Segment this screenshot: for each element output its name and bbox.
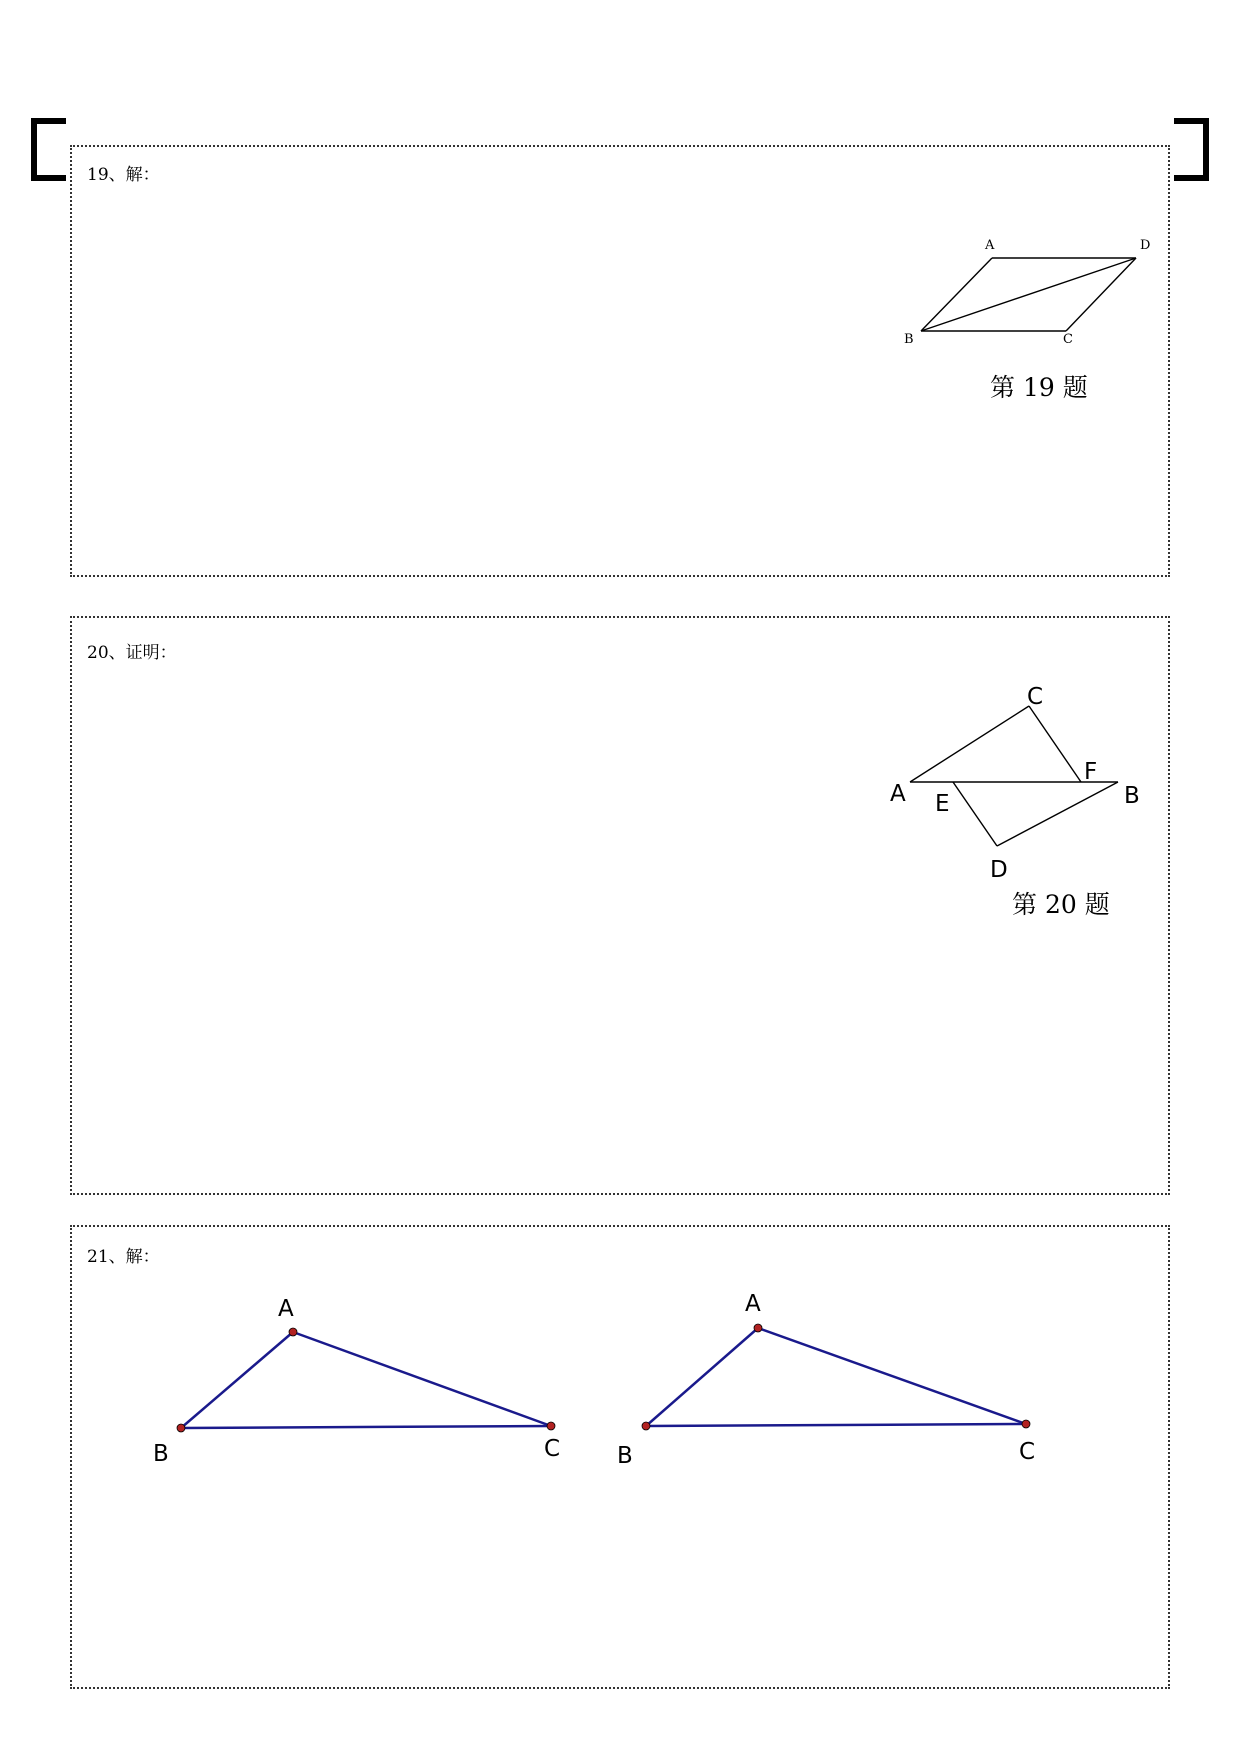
q20-segment-cf: [1029, 706, 1081, 782]
q21-fig2-side-ab: [646, 1328, 758, 1426]
q21-fig2-point-c: C: [1019, 1439, 1036, 1465]
q21-fig1-side-ab: [181, 1332, 293, 1428]
q21-triangle-figure-2: [605, 1275, 1045, 1469]
q20-segment-de: [953, 782, 997, 846]
q21-triangle-figure-1: [140, 1280, 580, 1470]
q21-fig2-side-bc: [646, 1424, 1026, 1426]
q21-fig1-point-b: B: [153, 1441, 169, 1467]
q21-fig2-vertex-c: [1022, 1420, 1030, 1428]
q19-point-d: D: [1140, 238, 1151, 253]
q21-fig1-vertex-c: [547, 1422, 555, 1430]
q21-fig1-point-c: C: [544, 1436, 561, 1462]
q19-point-a: A: [985, 238, 995, 253]
q20-segment-bd: [997, 782, 1118, 846]
q20-figure-caption: 第 20 题: [1012, 890, 1110, 919]
q21-fig1-side-bc: [181, 1426, 551, 1428]
q20-point-f: F: [1084, 759, 1098, 785]
q21-number-label: 21、解：: [87, 1247, 160, 1267]
q21-fig2-side-ca: [758, 1328, 1026, 1424]
right-binding-bracket: [1170, 118, 1210, 182]
q21-fig2-point-a: A: [745, 1291, 761, 1317]
q20-segment-ac: [910, 706, 1029, 782]
q21-fig1-vertex-b: [177, 1424, 185, 1432]
q19-diagonal-bd: [921, 258, 1136, 331]
q20-number-label: 20、证明：: [87, 643, 177, 663]
q19-parallelogram-figure: [890, 225, 1160, 355]
q21-fig1-side-ca: [293, 1332, 551, 1426]
q20-point-a: A: [890, 781, 906, 807]
q19-number-label: 19、解：: [87, 165, 160, 185]
q21-fig2-vertex-a: [754, 1324, 762, 1332]
q20-figure: [880, 675, 1160, 890]
q20-point-e: E: [935, 791, 950, 817]
q19-side-ba: [921, 258, 992, 331]
left-binding-bracket: [30, 118, 70, 182]
q19-figure-caption: 第 19 题: [990, 373, 1088, 402]
answer-box-q19[interactable]: [70, 145, 1170, 577]
q21-fig2-vertex-b: [642, 1422, 650, 1430]
q19-point-c: C: [1063, 332, 1073, 347]
q20-point-d: D: [990, 857, 1008, 883]
q21-fig1-vertex-a: [289, 1328, 297, 1336]
q21-fig1-point-a: A: [278, 1296, 294, 1322]
q20-point-c: C: [1027, 684, 1044, 710]
q19-point-b: B: [904, 332, 914, 347]
q19-side-dc: [1066, 258, 1136, 331]
q21-fig2-point-b: B: [617, 1443, 633, 1469]
q20-point-b: B: [1124, 783, 1140, 809]
